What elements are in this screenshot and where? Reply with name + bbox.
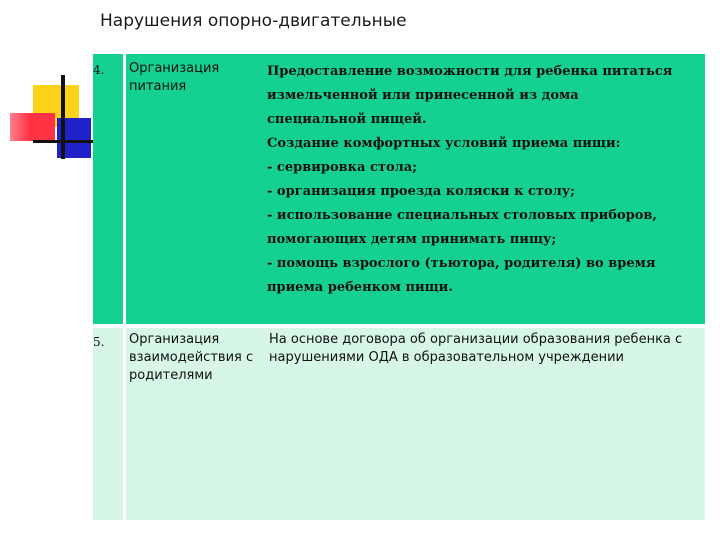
table-row [93,54,705,326]
decorative-horizontal-line [33,140,93,143]
description-line: Создание комфортных условий приема пищи: [267,136,621,151]
description-line: - помощь взрослого (тьютора, родителя) во время [267,256,656,271]
description-line: специальной пищей. [267,112,427,127]
row-number: 4. [93,63,105,77]
description-line: - сервировка стола; [267,160,418,175]
table-row [93,326,705,520]
row-number: 5. [93,335,105,349]
slide-title: Нарушения опорно-двигательные [100,11,407,31]
description-line: помогающих детям принимать пищу; [267,232,557,247]
description-line: - организация проезда коляски к столу; [267,184,575,199]
row-description: На основе договора об организации образования ребенка с нарушениями ОДА в образовательном учреждении [269,332,683,365]
decorative-vertical-line [61,75,65,159]
row-title: Организация питания [129,61,220,94]
row-description [267,60,699,300]
content-table [93,54,705,520]
description-line: Предоставление возможности для ребенка питаться [267,64,673,79]
column-divider [123,54,126,520]
decorative-red-square [10,113,55,141]
description-line: приема ребенком пищи. [267,280,453,295]
row-divider [93,324,705,328]
row-title: Организация взаимодействия с родителями [129,332,254,383]
description-line: измельченной или принесенной из дома [267,88,579,103]
description-line: - использование специальных столовых приборов, [267,208,657,223]
